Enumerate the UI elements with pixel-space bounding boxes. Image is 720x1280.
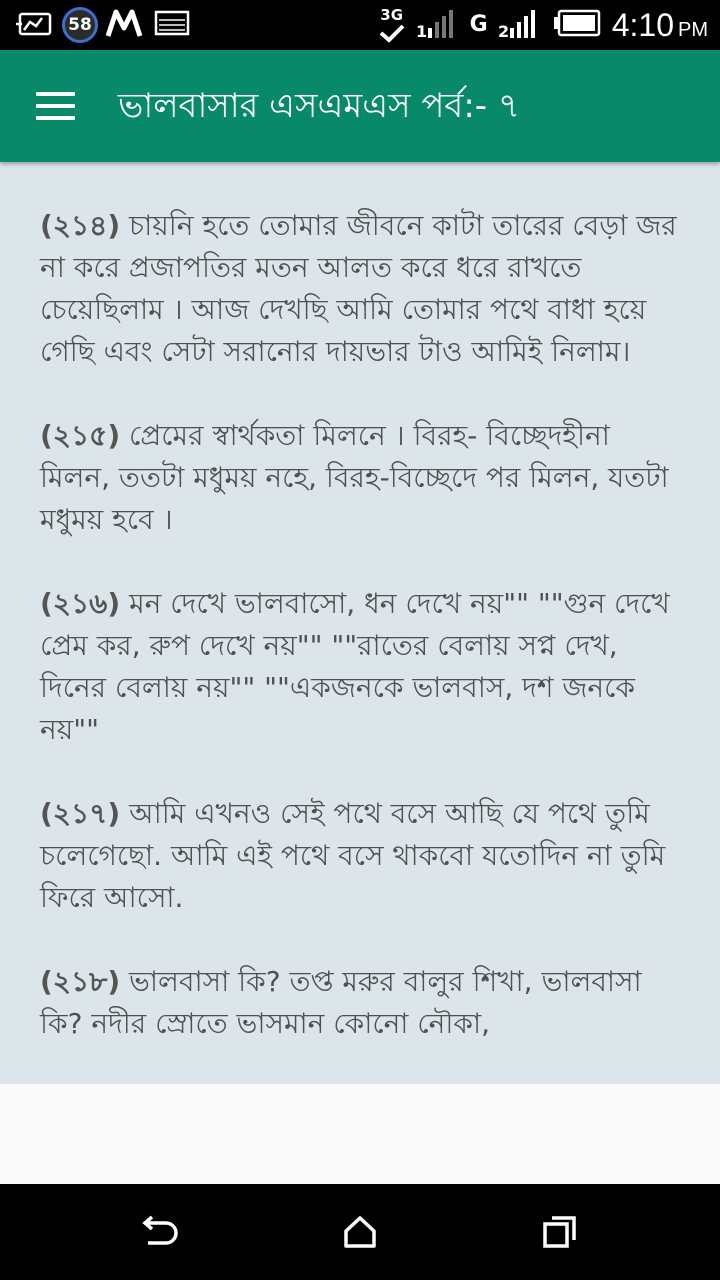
sms-number: (২১৪) (40, 209, 121, 242)
sms-number: (২১৬) (40, 587, 121, 620)
hamburger-menu-icon[interactable] (24, 78, 88, 134)
m-logo-icon (106, 8, 146, 42)
recents-icon[interactable] (512, 1204, 608, 1260)
sms-number: (২১৫) (40, 419, 121, 452)
sms-list (0, 162, 720, 1045)
sms-entry (40, 583, 680, 751)
sms-text: মন দেখে ভালবাসো, ধন দেখে নয়"" ""গুন দেখে প্রেম কর, রুপ দেখে নয়"" ""রাতের বেলায় সপ্ন দেখ, দিনের বেলায় নয়"" ""একজনকে ভালবাস, দশ জনকে নয়"" (40, 587, 670, 746)
status-bar (0, 0, 720, 50)
back-icon[interactable] (112, 1204, 208, 1260)
gallery-icon (154, 8, 190, 42)
page-title: ভালবাসার এসএমএস পর্ব:- ৭ (118, 86, 520, 126)
menu-line (36, 116, 75, 120)
sms-entry (40, 793, 680, 919)
signal-1-icon (416, 8, 460, 42)
sms-entry (40, 415, 680, 541)
app-bar (0, 50, 720, 162)
menu-line (36, 104, 75, 108)
sms-number: (২১৮) (40, 965, 121, 998)
content-scroll-area[interactable] (0, 162, 720, 1084)
whatsapp-icon (14, 8, 54, 42)
sms-number: (২১৭) (40, 797, 121, 830)
clock (612, 7, 708, 44)
clock-time: 4:10 (611, 6, 674, 43)
3g-check-icon (378, 5, 406, 43)
ad-banner-area (0, 1084, 720, 1184)
signal-2-icon (498, 8, 542, 42)
network-3g-label: 3G (380, 5, 404, 24)
sms-text: প্রেমের স্বার্থকতা মিলনে । বিরহ- বিচ্ছেদহীনা মিলন, ততটা মধুময় নহে, বিরহ-বিচ্ছেদে পর মিলন, যতটা মধুময় হবে । (40, 419, 669, 536)
notification-badge-icon: 58 (62, 7, 98, 43)
sms-text: চায়নি হতে তোমার জীবনে কাটা তারের বেড়া জর না করে প্রজাপতির মতন আলত করে ধরে রাখতে চেয়েছিলাম । আজ দেখছি আমি তোমার পথে বাধা হয়ে গেছি এবং সেটা সরানোর দায়ভার টাও আমিই নিলাম। (40, 209, 677, 368)
svg-text:1: 1 (415, 22, 427, 38)
battery-icon (552, 8, 602, 42)
status-bar-left (14, 4, 190, 46)
status-bar-right (378, 4, 708, 46)
sms-entry (40, 205, 680, 373)
sms-entry (40, 961, 680, 1045)
home-icon[interactable] (312, 1204, 408, 1260)
svg-text:2: 2 (497, 22, 509, 38)
clock-ampm: PM (678, 18, 708, 41)
network-g-label: G (469, 12, 488, 37)
sms-text: আমি এখনও সেই পথে বসে আছি যে পথে তুমি চলেগেছো. আমি এই পথে বসে থাকবো যতোদিন না তুমি ফিরে আসো. (40, 797, 666, 914)
navigation-bar (0, 1184, 720, 1280)
sms-text: ভালবাসা কি? তপ্ত মরুর বালুর শিখা, ভালবাসা কি? নদীর স্রোতে ভাসমান কোনো নৌকা, (40, 965, 642, 1040)
menu-line (36, 92, 75, 96)
